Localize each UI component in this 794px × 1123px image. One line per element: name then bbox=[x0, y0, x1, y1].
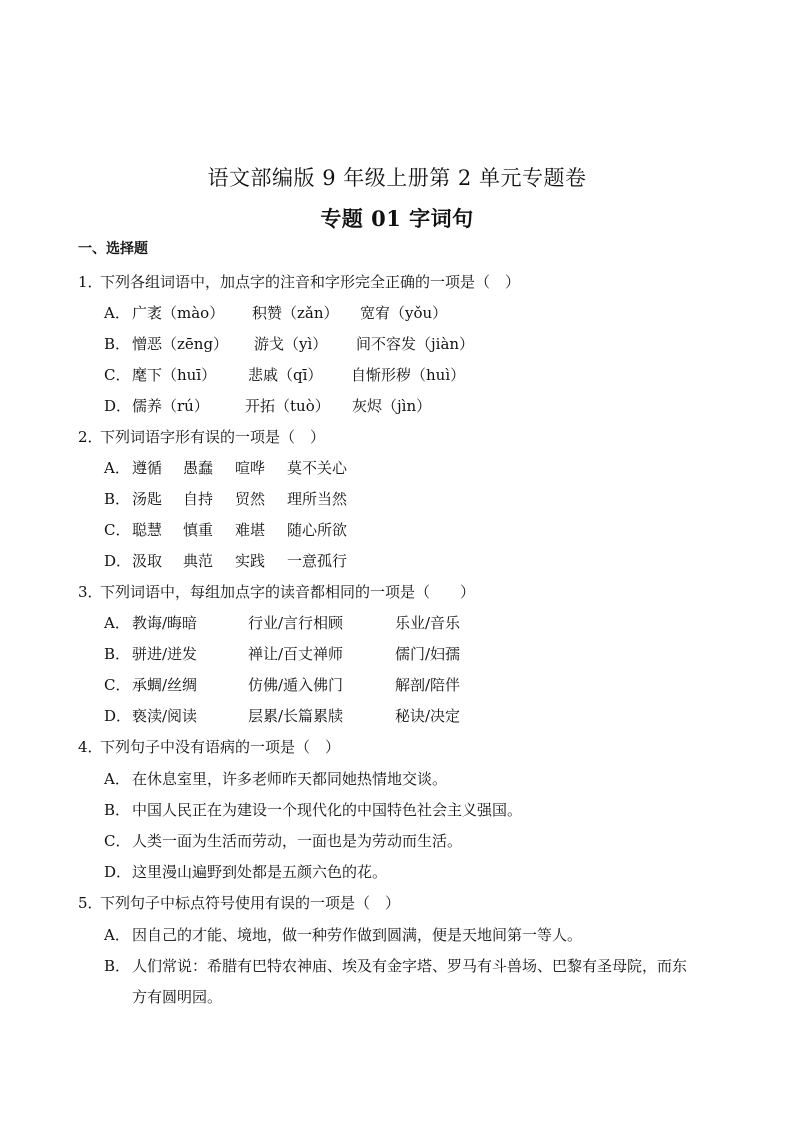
q4-option-a bbox=[104, 768, 447, 789]
option-item: 儒养（rú） bbox=[132, 397, 209, 415]
option-item: 随心所欲 bbox=[287, 521, 348, 539]
q1-option-a bbox=[104, 302, 448, 323]
question-stem: 下列句子中没有语病的一项是（ ） bbox=[100, 738, 341, 756]
option-item: 汤匙 bbox=[132, 490, 163, 508]
option-text: 人类一面为生活而劳动，一面也是为劳动而生活。 bbox=[132, 832, 463, 850]
option-item: 宽宥（yǒu） bbox=[360, 304, 448, 322]
question-stem: 下列词语中，每组加点字的读音都相同的一项是（ ） bbox=[100, 583, 476, 601]
question-stem: 下列各组词语中，加点字的注音和字形完全正确的一项是（ ） bbox=[100, 273, 521, 291]
option-item: 喧哗 bbox=[235, 459, 266, 477]
option-item: 典范 bbox=[183, 552, 214, 570]
option-item: 麾下（huī） bbox=[132, 366, 217, 384]
q4-option-d bbox=[104, 861, 387, 882]
option-letter: C． bbox=[104, 676, 131, 694]
option-item: 亵渎/阅读 bbox=[132, 707, 198, 725]
q1-option-c bbox=[104, 364, 466, 385]
option-item: 憎恶（zēng） bbox=[132, 335, 229, 353]
option-item: 骈进/迸发 bbox=[132, 645, 198, 663]
q1-option-d bbox=[104, 395, 432, 416]
option-item: 积赞（zǎn） bbox=[252, 304, 339, 322]
option-letter: B． bbox=[104, 490, 131, 508]
q4-option-b bbox=[104, 799, 522, 820]
q3-option-a bbox=[104, 612, 461, 633]
question-number: 1． bbox=[78, 273, 103, 291]
option-letter: A． bbox=[104, 304, 130, 322]
option-item: 汲取 bbox=[132, 552, 163, 570]
option-letter: A． bbox=[104, 614, 130, 632]
option-letter: B． bbox=[104, 957, 131, 975]
question-number: 2． bbox=[78, 428, 103, 446]
option-item: 开拓（tuò） bbox=[245, 397, 330, 415]
option-letter: A． bbox=[104, 770, 130, 788]
question-number: 3． bbox=[78, 583, 103, 601]
option-item: 层累/长篇累牍 bbox=[248, 707, 344, 725]
section-heading: 一、选择题 bbox=[78, 241, 148, 257]
option-item: 间不容发（jiàn） bbox=[356, 335, 475, 353]
q3-option-d bbox=[104, 705, 461, 726]
option-item: 行业/言行相顾 bbox=[248, 614, 344, 632]
question-stem: 下列词语字形有误的一项是（ ） bbox=[100, 428, 326, 446]
option-item: 禅让/百丈禅师 bbox=[248, 645, 344, 663]
q2-option-c bbox=[104, 519, 348, 540]
q3-option-b bbox=[104, 643, 461, 664]
option-letter: C． bbox=[104, 832, 131, 850]
option-letter: B． bbox=[104, 645, 131, 663]
q5-option-a bbox=[104, 924, 582, 945]
option-item: 贸然 bbox=[235, 490, 266, 508]
document-subtitle: 专题 01 字词句 bbox=[320, 206, 474, 231]
option-letter: B． bbox=[104, 335, 131, 353]
option-item: 广袤（mào） bbox=[132, 304, 225, 322]
option-item: 灰烬（jìn） bbox=[352, 397, 432, 415]
option-item: 仿佛/遁入佛门 bbox=[248, 676, 344, 694]
option-item: 实践 bbox=[235, 552, 266, 570]
option-item: 莫不关心 bbox=[287, 459, 348, 477]
option-item: 难堪 bbox=[235, 521, 266, 539]
q2-option-b bbox=[104, 488, 348, 509]
question-1 bbox=[78, 271, 520, 292]
option-item: 慎重 bbox=[183, 521, 214, 539]
option-item: 自持 bbox=[183, 490, 214, 508]
option-text: 人们常说：希腊有巴特农神庙、埃及有金字塔、罗马有斗兽场、巴黎有圣母院，而东 bbox=[132, 957, 688, 975]
document-title: 语文部编版 9 年级上册第 2 单元专题卷 bbox=[207, 166, 587, 190]
question-number: 5． bbox=[78, 894, 103, 912]
option-letter: A． bbox=[104, 926, 130, 944]
question-stem: 下列句子中标点符号使用有误的一项是（ ） bbox=[100, 894, 401, 912]
q4-option-c bbox=[104, 830, 462, 851]
option-letter: C． bbox=[104, 521, 131, 539]
option-item: 遵循 bbox=[132, 459, 163, 477]
option-letter: D． bbox=[104, 397, 132, 415]
option-letter: A． bbox=[104, 459, 130, 477]
option-letter: C． bbox=[104, 366, 131, 384]
q2-option-a bbox=[104, 457, 348, 478]
option-item: 游戈（yì） bbox=[254, 335, 328, 353]
option-item: 理所当然 bbox=[287, 490, 348, 508]
q3-option-c bbox=[104, 674, 461, 695]
question-4 bbox=[78, 736, 340, 757]
option-item: 愚蠢 bbox=[183, 459, 214, 477]
option-item: 儒门/妇孺 bbox=[395, 645, 461, 663]
q5-option-b bbox=[104, 955, 687, 976]
q5-option-b-continuation: 方有圆明园。 bbox=[132, 988, 223, 1006]
option-letter: D． bbox=[104, 863, 132, 881]
option-text: 中国人民正在为建设一个现代化的中国特色社会主义强国。 bbox=[132, 801, 523, 819]
option-item: 聪慧 bbox=[132, 521, 163, 539]
option-item: 一意孤行 bbox=[287, 552, 348, 570]
option-item: 自惭形秽（huì） bbox=[351, 366, 466, 384]
option-letter: B． bbox=[104, 801, 131, 819]
option-letter: D． bbox=[104, 552, 132, 570]
question-3 bbox=[78, 581, 475, 602]
option-text: 因自己的才能、境地，做一种劳作做到圆满，便是天地间第一等人。 bbox=[132, 926, 583, 944]
option-item: 秘诀/决定 bbox=[395, 707, 461, 725]
q1-option-b bbox=[104, 333, 475, 354]
question-2 bbox=[78, 426, 325, 447]
option-item: 解剖/陪伴 bbox=[395, 676, 461, 694]
option-item: 教诲/晦暗 bbox=[132, 614, 198, 632]
option-item: 悲戚（qī） bbox=[248, 366, 323, 384]
option-item: 乐业/音乐 bbox=[395, 614, 461, 632]
option-item: 承蜩/丝绸 bbox=[132, 676, 198, 694]
option-text: 在休息室里，许多老师昨天都同她热情地交谈。 bbox=[132, 770, 448, 788]
option-letter: D． bbox=[104, 707, 132, 725]
question-5 bbox=[78, 892, 400, 913]
question-number: 4． bbox=[78, 738, 103, 756]
q2-option-d bbox=[104, 550, 348, 571]
option-text: 这里漫山遍野到处都是五颜六色的花。 bbox=[132, 863, 388, 881]
